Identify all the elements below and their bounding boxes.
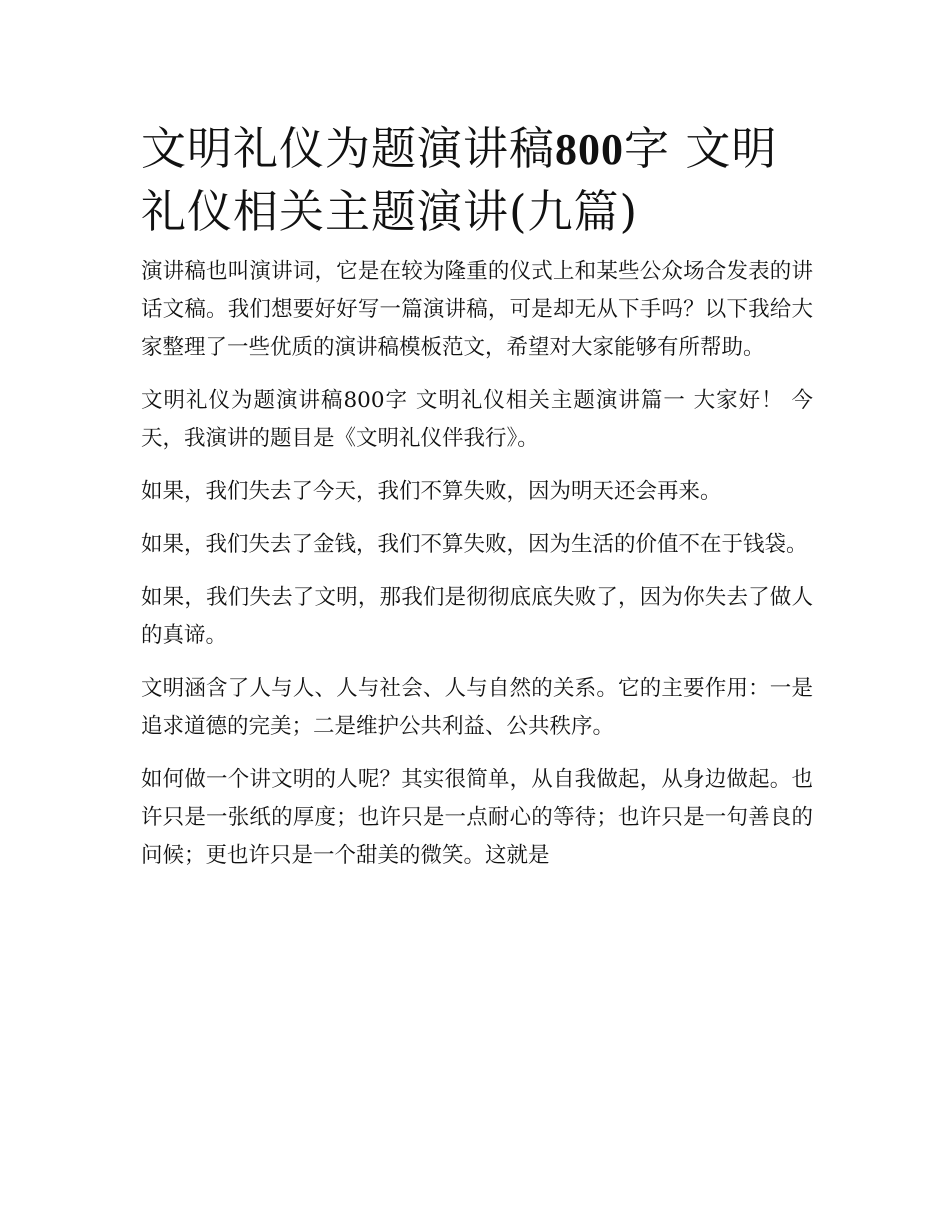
document-content <box>141 118 813 875</box>
title-number: 800 <box>555 125 625 174</box>
paragraph-speech-opening: 文明礼仪为题演讲稿800字 文明礼仪相关主题演讲篇一 大家好！ 今天，我演讲的题目是《文明礼仪伴我行》。 <box>141 388 813 452</box>
paragraph-intro: 演讲稿也叫演讲词，它是在较为隆重的仪式上和某些公众场合发表的讲话文稿。我们想要好好写一篇演讲稿，可是却无从下手吗？以下我给大家整理了一些优质的演讲稿模板范文，希望对大家能够有所帮助。 <box>141 259 813 361</box>
paragraph-lose-money: 如果，我们失去了金钱，我们不算失败，因为生活的价值不在于钱袋。 <box>141 532 808 557</box>
paragraph-lose-today: 如果，我们失去了今天，我们不算失败，因为明天还会再来。 <box>141 479 722 505</box>
title-text-part2: 字 文明礼仪相关主题演讲(九篇) <box>141 122 778 238</box>
title-text-part1: 文明礼仪为题演讲稿 <box>141 122 556 175</box>
paragraph-civility-meaning: 文明涵含了人与人、人与社会、人与自然的关系。它的主要作用：一是追求道德的完美；二是维护公共利益、公共秩序。 <box>141 675 813 739</box>
document-body <box>141 253 813 875</box>
paragraph-lose-civility: 如果，我们失去了文明，那我们是彻彻底底失败了，因为你失去了做人的真谛。 <box>141 584 813 648</box>
document-title <box>141 118 813 243</box>
paragraph-how-to-be-civil: 如何做一个讲文明的人呢？其实很简单，从自我做起，从身边做起。也许只是一张纸的厚度；也许只是一点耐心的等待；也许只是一句善良的问候；更也许只是一个甜美的微笑。这就是 <box>141 766 813 869</box>
